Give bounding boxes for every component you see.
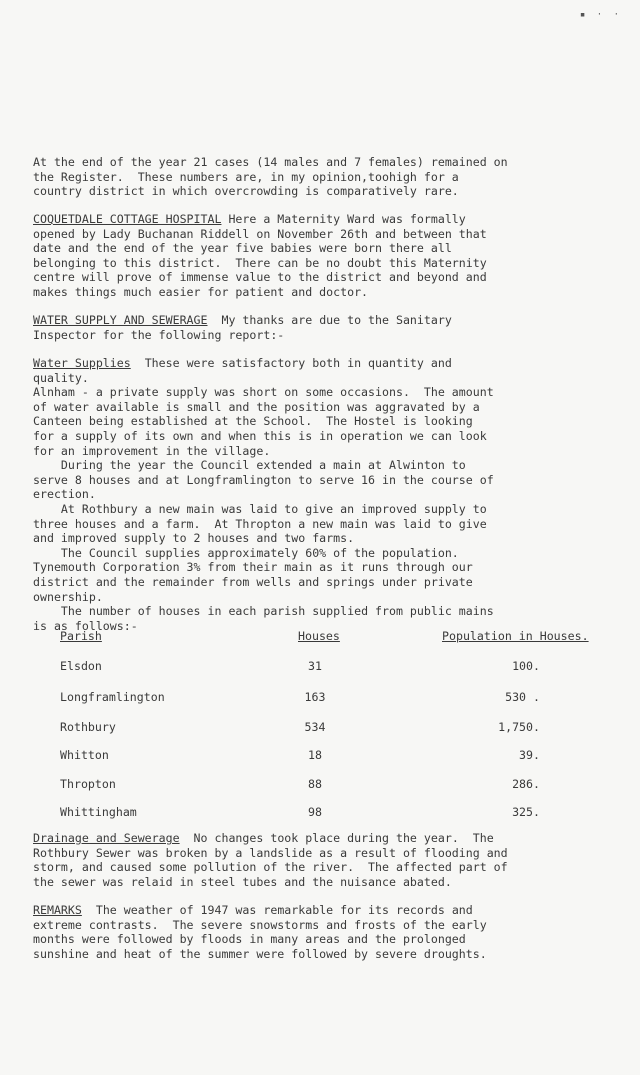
cell-parish: Thropton [60,777,116,791]
cell-houses: 88 [308,777,322,791]
table-row [0,659,640,674]
header-houses: Houses [298,629,340,643]
cell-houses: 534 [304,720,326,734]
cell-parish: Whittingham [60,805,137,819]
table-header [0,629,640,644]
cell-houses: 163 [304,690,326,704]
drainage-section [33,831,608,889]
supplies-heading: Water Supplies [33,356,131,370]
hospital-section [33,212,608,300]
table-row [0,805,640,820]
cell-parish: Rothbury [60,720,116,734]
cell-population: 325. [512,805,540,819]
water-body: My thanks are due to the Sanitary Inspector for the following report:- [33,313,452,342]
water-section [33,313,608,342]
cell-houses: 18 [308,748,322,762]
hospital-body: Here a Maternity Ward was formally opened by Lady Buchanan Riddell on November 26th and between that date and the end of the year five babies were born there all belonging to this district. There can be no doubt this Maternity centre will prove of immense value to the district and beyond and makes things much easier for patient and doctor. [33,212,487,299]
cell-population: 39. [519,748,540,762]
cell-houses: 31 [308,659,322,673]
supplies-body: These were satisfactory both in quantity and quality. Alnham - a private supply was short on some occasions. The amount of water available is small and the position was aggravated by a Canteen being established at the School. The Hostel is looking for a supply of its own and when this is in operation we can look for an improvement in the village. During the year the Council extended a main at Alwinton to serve 8 houses and at Longframlington to serve 16 in the course of erection. At Rothbury a new main was laid to give an improved supply to three houses and a farm. At Thropton a new main was laid to give and improved supply to 2 houses and two farms. The Council supplies approximately 60% of the population. Tynemouth Corporation 3% from their main as it runs through our district and the remainder from wells and springs under private ownership. The number of houses in each parish supplied from public mains is as follows:- [33,356,494,633]
drainage-heading: Drainage and Sewerage [33,831,180,845]
table-row [0,690,640,705]
opening-paragraph: At the end of the year 21 cases (14 males and 7 females) remained on the Register. These numbers are, in my opinion,toohigh for a country district in which overcrowding is comparatively rare. [33,155,508,199]
cell-parish: Whitton [60,748,109,762]
remarks-section [33,903,608,961]
cell-population: 100. [512,659,540,673]
header-population: Population in Houses. [442,629,589,643]
supplies-section [33,356,608,633]
table-row [0,748,640,763]
corner-marks: ▪ · · [579,10,622,20]
cell-population: 530 . [505,690,540,704]
cell-houses: 98 [308,805,322,819]
remarks-heading: REMARKS [33,903,82,917]
table-row [0,777,640,792]
drainage-body: No changes took place during the year. The Rothbury Sewer was broken by a landslide as a result of flooding and storm, and caused some pollution of the river. The affected part of the sewer was relaid in steel tubes and the nuisance abated. [33,831,508,889]
remarks-body: The weather of 1947 was remarkable for its records and extreme contrasts. The severe snowstorms and frosts of the early months were followed by floods in many areas and the prolonged sunshine and heat of the summer were followed by severe droughts. [33,903,487,961]
cell-population: 286. [512,777,540,791]
cell-parish: Longframlington [60,690,165,704]
table-row [0,720,640,735]
cell-parish: Elsdon [60,659,102,673]
hospital-heading: COQUETDALE COTTAGE HOSPITAL [33,212,222,226]
cell-population: 1,750. [498,720,540,734]
water-heading: WATER SUPPLY AND SEWERAGE [33,313,208,327]
header-parish: Parish [60,629,102,643]
